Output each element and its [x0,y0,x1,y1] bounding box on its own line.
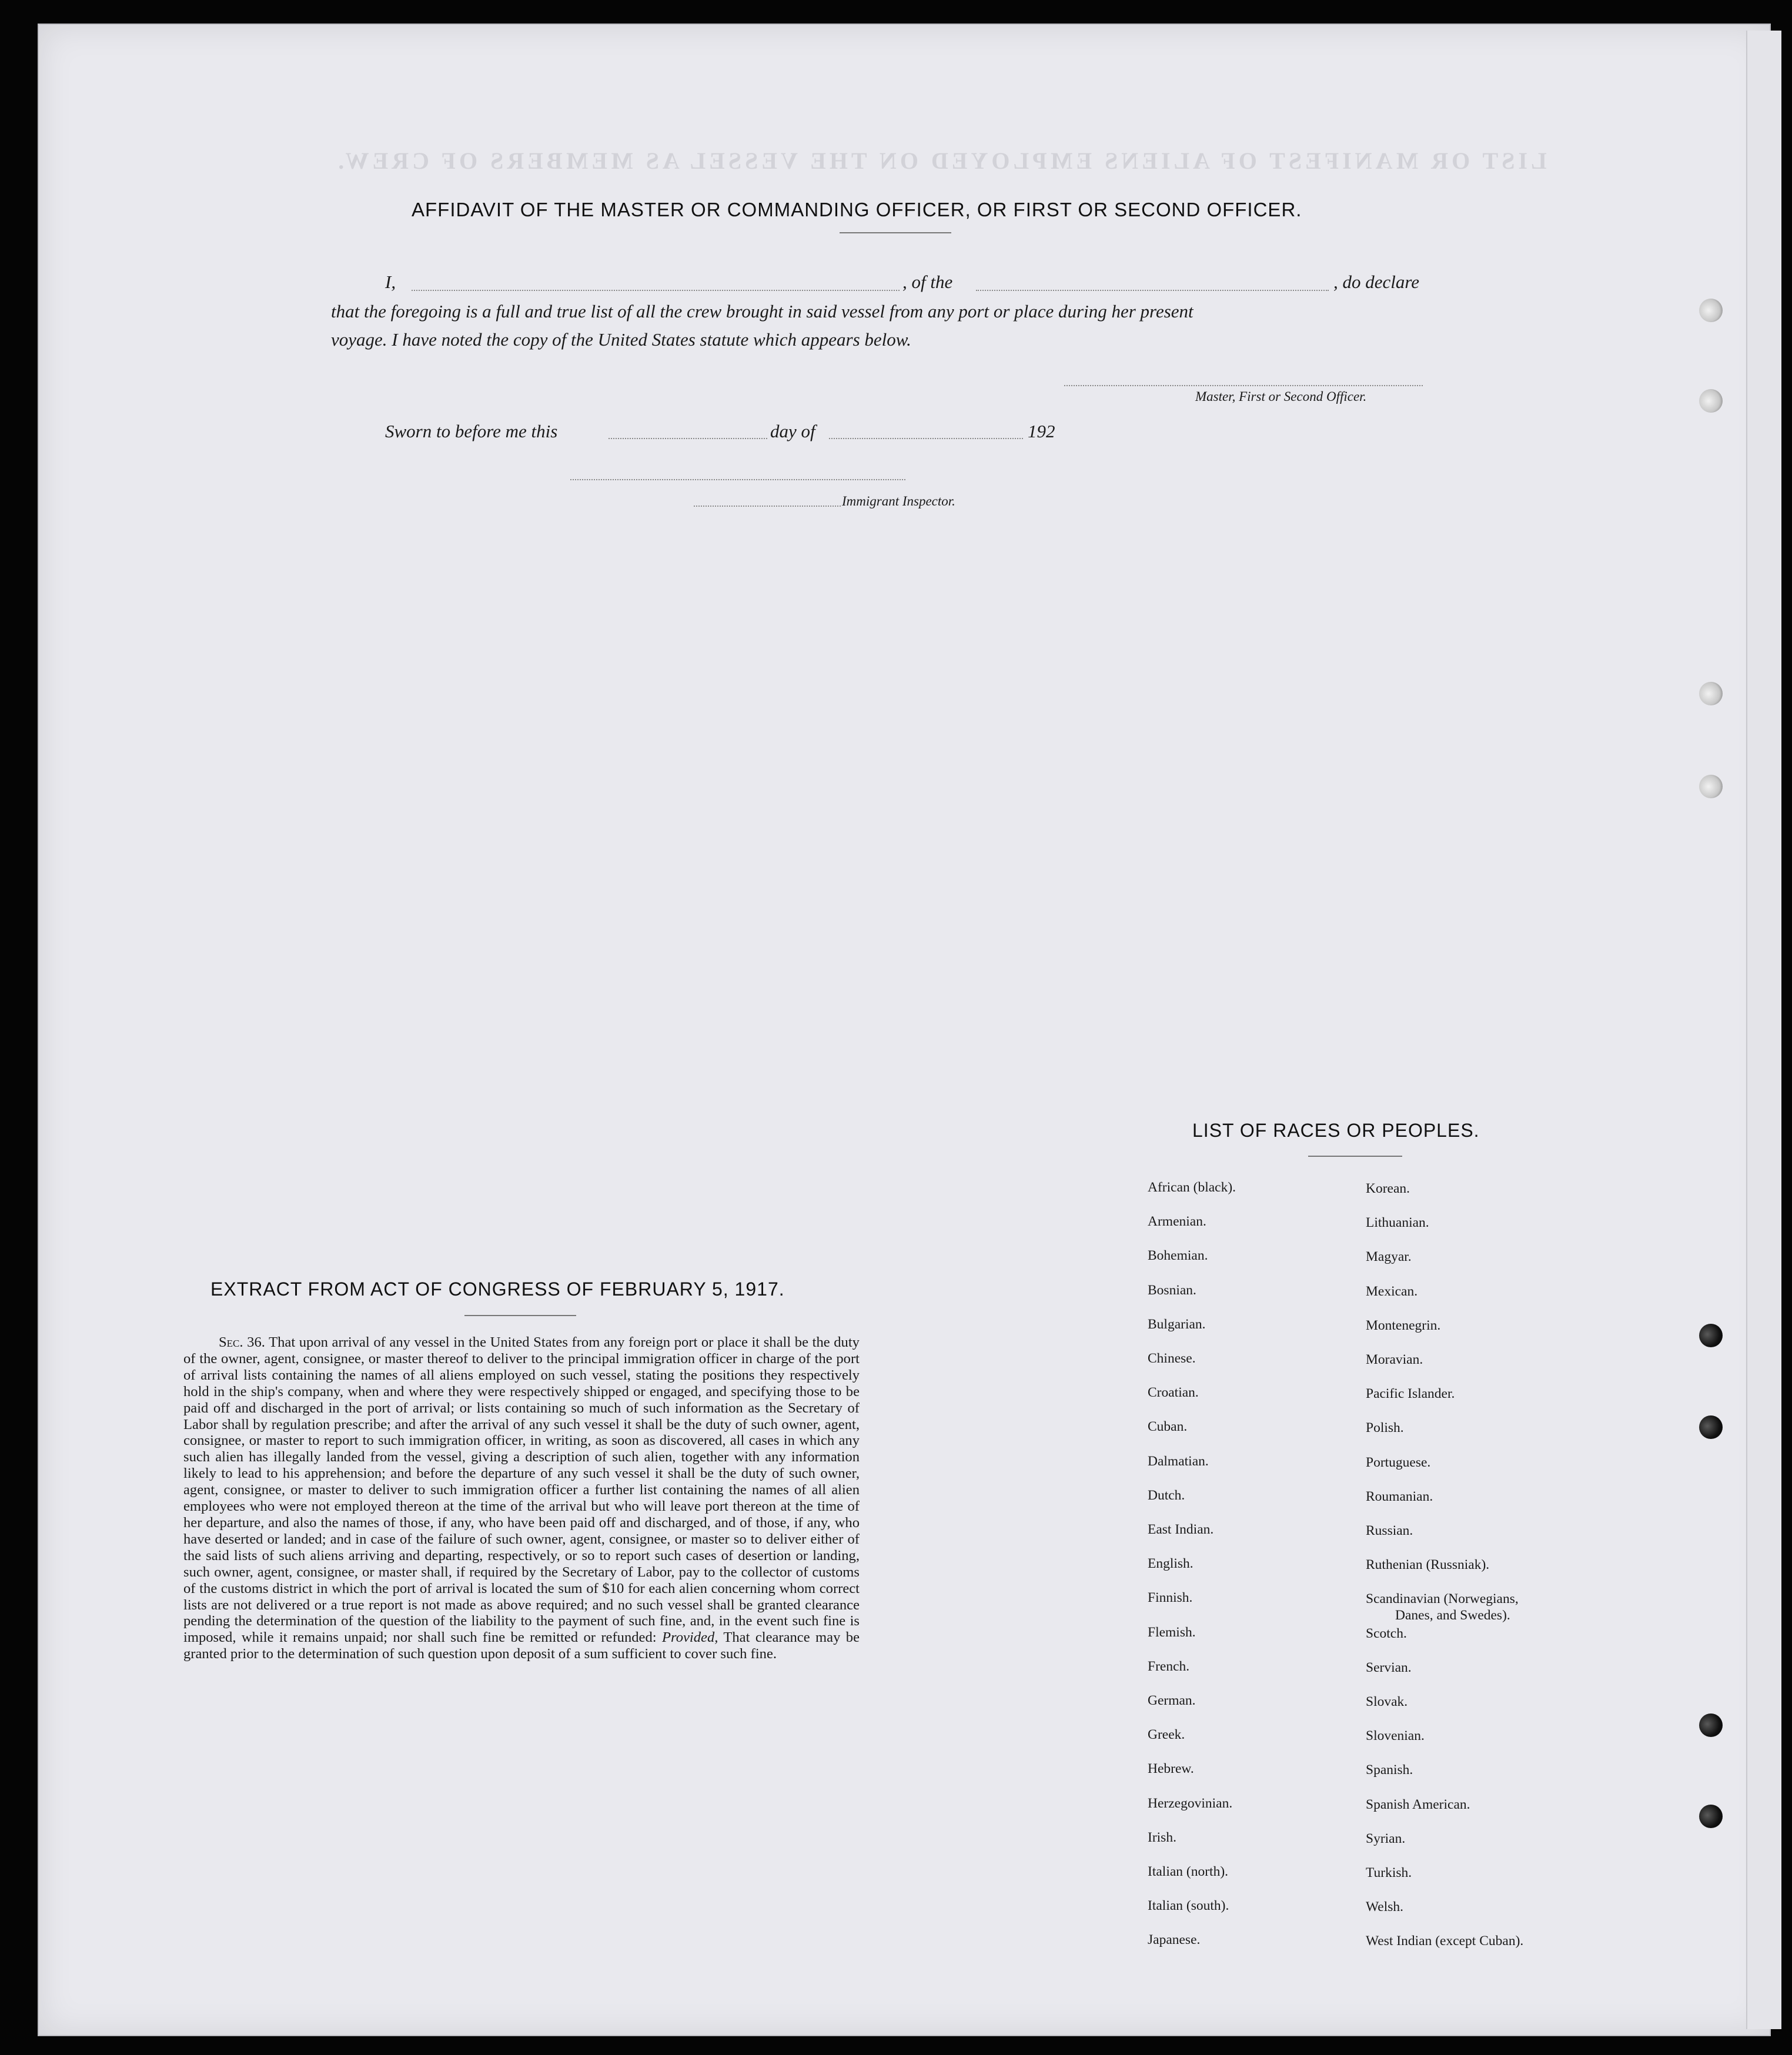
extract-text: That upon arrival of any vessel in the United States from any foreign port or place it shall be the duty of the owner, agent, consignee, or master thereof to deliver to the principal immigration officer in charge of the port of arrival lists containing the names of all aliens employed on such vessel, stating the positions they respectively hold in the ship's company, when and where they were respectively shipped or engaged, and specifying those to be paid off and discharged in the port of arrival; or lists containing so much of such information as the Secretary of Labor shall by regulation prescribe; and after the arrival of any such vessel it shall be the duty of such owner, agent, consignee, or master to report to such immigration officer, in writing, as soon as discovered, all cases in which any such alien has illegally landed from the vessel, giving a description of such alien, together with any information likely to lead to his apprehension; and before the departure of any such vessel it shall be the duty of such owner, agent, consignee, or master to deliver to such immigration officer a further list containing the names of all alien employees who were not employed thereon at the time of the arrival but who will leave port thereon at the time of her departure, and also the names of those, if any, who have been paid off and discharged, and of those, if any, who have deserted or landed; and in case of the failure of such owner, agent, consignee, or master so to deliver either of the said lists of such aliens arriving and departing, respectively, or so to report such cases of desertion or landing, such owner, agent, consignee, or master shall, if required by the Secretary of Labor, pay to the collector of customs of the customs district in which the port of arrival is located the sum of $10 for each alien concerning whom correct lists are not delivered or a true report is not made as above required; and no such vessel shall be granted clearance pending the determination of the question of the liability to the payment of such fine, and, in the event such fine is imposed, while it remains unpaid; nor shall such fine be remitted or refunded: [183,1334,860,1646]
title-rule [840,232,951,233]
affidavit-declare: , do declare [1333,272,1420,292]
punch-hole [1699,1713,1723,1737]
race-item: Pacific Islander. [1366,1386,1455,1402]
race-item: Armenian. [1148,1214,1206,1230]
inspector-signature-blank[interactable] [570,479,905,480]
race-item: Lithuanian. [1366,1215,1429,1231]
page-edge [1746,31,1781,2029]
extract-text-end: That clearance may be granted prior to the determination of such question upon deposit of a sum sufficient to cover such fine. [183,1629,860,1662]
punch-hole [1699,1324,1723,1347]
races-title: LIST OF RACES OR PEOPLES. [1192,1120,1480,1141]
race-item: Slovak. [1366,1694,1408,1709]
signature-blank[interactable] [1064,385,1423,386]
affidavit-line2: that the foregoing is a full and true list of all the crew brought in said vessel from any port or place during her present [331,301,1193,322]
sworn-label: Sworn to before me this [385,421,558,441]
month-blank[interactable] [829,438,1023,439]
section-number: Sec. 36. [219,1334,265,1350]
race-item: Italian (north). [1148,1864,1229,1879]
race-item: Bulgarian. [1148,1316,1206,1332]
inspector-dotted-line [694,506,841,507]
race-item: Finnish. [1148,1590,1193,1606]
races-rule [1308,1156,1402,1157]
race-item: Ruthenian (Russniak). [1366,1557,1490,1573]
race-item: Scotch. [1366,1625,1407,1641]
signature-label: Master, First or Second Officer. [1195,389,1367,404]
race-item: Roumanian. [1366,1488,1433,1504]
bleed-through-heading: LIST OR MANIFEST OF ALIENS EMPLOYED ON THE VESSEL AS MEMBERS OF CREW. [335,148,1547,174]
affidavit-of-the: , of the [902,272,953,292]
race-item: Bosnian. [1148,1282,1196,1298]
affidavit-line3: voyage. I have noted the copy of the United States statute which appears below. [331,329,911,350]
race-item: Moravian. [1366,1352,1423,1367]
race-item: Japanese. [1148,1932,1201,1948]
affidavit-title: AFFIDAVIT OF THE MASTER OR COMMANDING OFFICER, OR FIRST OR SECOND OFFICER. [412,199,1302,220]
race-item: Flemish. [1148,1624,1196,1640]
provided-word: Provided, [662,1629,718,1646]
race-item: Korean. [1366,1181,1410,1196]
race-item: Montenegrin. [1366,1317,1441,1333]
extract-body [183,1334,860,1662]
race-item: African (black). [1148,1180,1236,1195]
race-item: Cuban. [1148,1419,1188,1435]
year-label: 192 [1028,421,1055,441]
race-item: Greek. [1148,1727,1185,1743]
punch-hole [1699,1415,1723,1439]
race-item: Spanish American. [1366,1796,1470,1812]
document-sheet [38,24,1771,2036]
affidavit-i: I, [385,272,396,292]
punch-hole [1699,1805,1723,1828]
race-item: Welsh. [1366,1899,1404,1915]
race-item: Servian. [1366,1659,1412,1675]
race-item: German. [1148,1693,1196,1708]
extract-title: EXTRACT FROM ACT OF CONGRESS OF FEBRUARY 5, 1917. [210,1278,785,1300]
inspector-label: Immigrant Inspector. [842,494,955,508]
extract-rule [464,1315,576,1316]
race-item: Turkish. [1366,1865,1412,1880]
race-item-continuation: Danes, and Swedes). [1395,1608,1510,1624]
race-item: Chinese. [1148,1351,1196,1366]
race-item: Russian. [1366,1523,1413,1538]
race-item: English. [1148,1556,1193,1572]
race-item: Herzegovinian. [1148,1795,1233,1811]
race-item: East Indian. [1148,1522,1214,1537]
punch-hole [1699,299,1723,322]
race-item: Irish. [1148,1829,1176,1845]
race-item: Hebrew. [1148,1761,1194,1777]
race-item: Italian (south). [1148,1898,1229,1914]
race-item: Polish. [1366,1420,1404,1436]
vessel-blank[interactable] [976,290,1329,291]
race-item: Syrian. [1366,1830,1406,1846]
punch-hole [1699,389,1723,413]
race-item: Dalmatian. [1148,1453,1209,1469]
day-blank[interactable] [609,438,767,439]
race-item: West Indian (except Cuban). [1366,1933,1524,1949]
race-item: Scandinavian (Norwegians, [1366,1591,1519,1607]
race-item: Croatian. [1148,1385,1199,1401]
race-item: Portuguese. [1366,1454,1431,1470]
punch-hole [1699,775,1723,798]
name-blank[interactable] [412,290,900,291]
punch-hole [1699,682,1723,705]
race-item: Bohemian. [1148,1248,1208,1264]
race-item: French. [1148,1658,1190,1674]
race-item: Slovenian. [1366,1728,1425,1744]
race-item: Magyar. [1366,1249,1412,1265]
race-item: Mexican. [1366,1283,1418,1299]
day-of-label: day of [770,421,815,441]
race-item: Dutch. [1148,1487,1185,1503]
race-item: Spanish. [1366,1762,1413,1778]
